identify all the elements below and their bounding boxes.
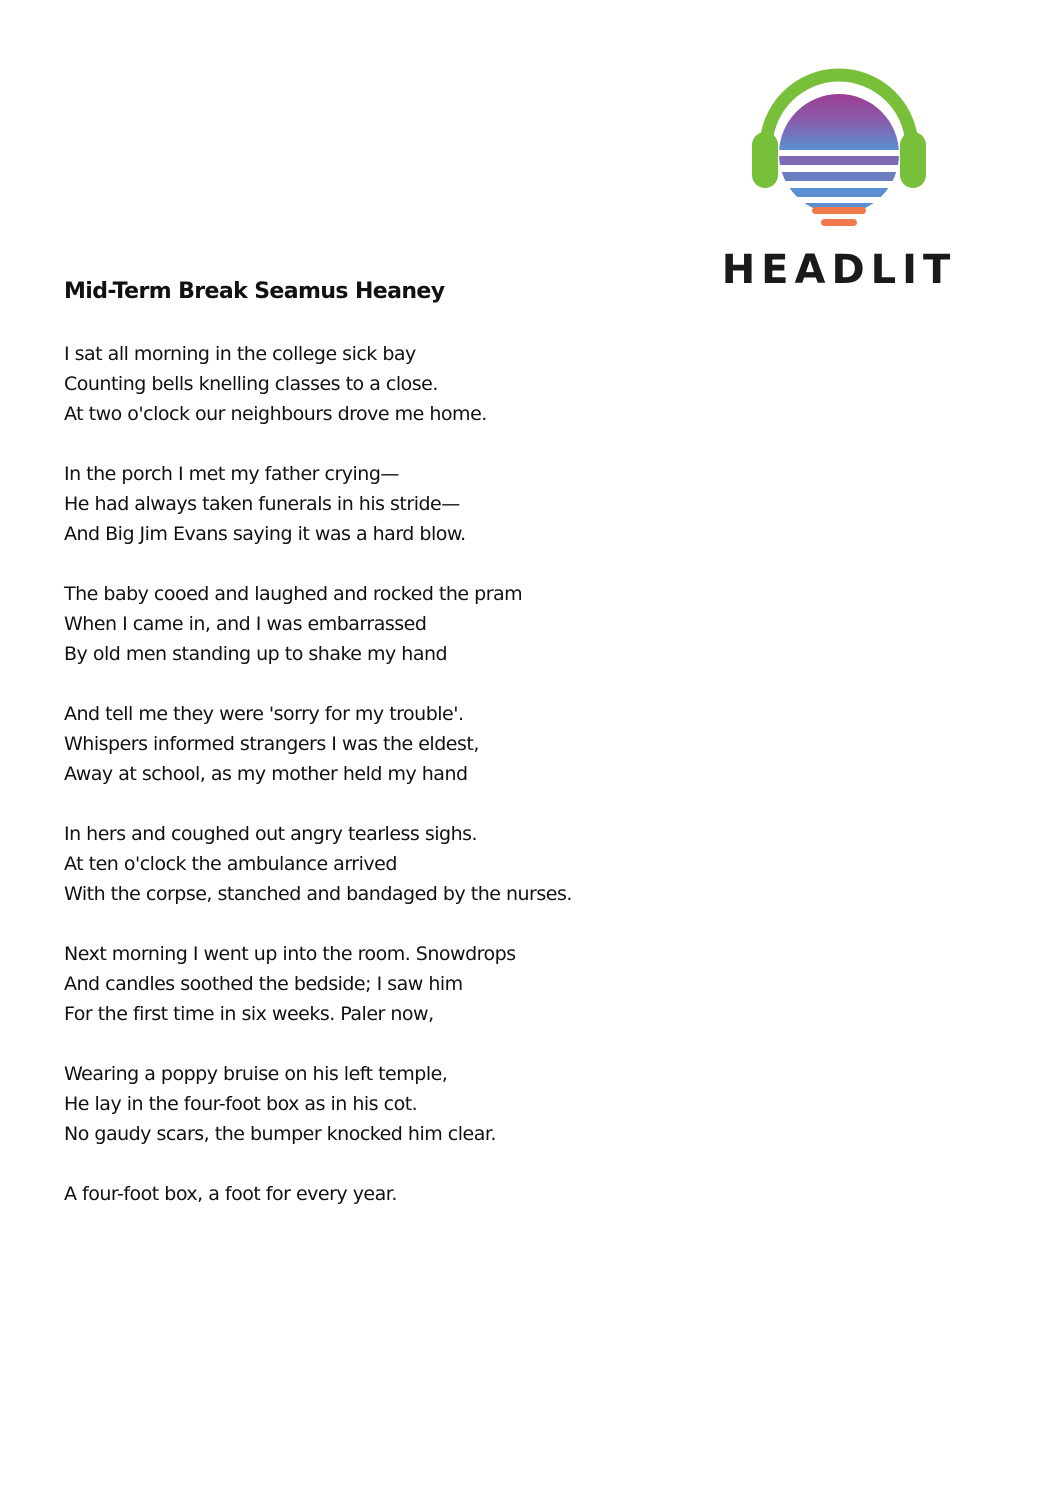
poem-title: Mid-Term Break Seamus Heaney	[64, 279, 445, 304]
headlit-logo	[694, 62, 984, 298]
poem-line: At two o'clock our neighbours drove me home.	[64, 403, 487, 425]
stanza	[64, 579, 704, 669]
logo-wordmark: HEADLIT	[721, 247, 957, 293]
poem-line: Away at school, as my mother held my hand	[64, 763, 468, 785]
headphones-sunset-icon	[750, 62, 928, 232]
stanza	[64, 939, 704, 1029]
poem-line: Counting bells knelling classes to a close.	[64, 373, 438, 395]
stanza	[64, 699, 704, 789]
stanza	[64, 819, 704, 909]
poem-line: When I came in, and I was embarrassed	[64, 613, 427, 635]
poem-line: I sat all morning in the college sick bay	[64, 343, 416, 365]
poem-line: He had always taken funerals in his stride—	[64, 493, 460, 515]
poem-line: For the first time in six weeks. Paler now,	[64, 1003, 434, 1025]
poem-line: By old men standing up to shake my hand	[64, 643, 448, 665]
poem-line: The baby cooed and laughed and rocked the pram	[64, 583, 523, 605]
poem-line: With the corpse, stanched and bandaged by the nurses.	[64, 883, 572, 905]
poem-line: Next morning I went up into the room. Snowdrops	[64, 943, 516, 965]
poem-line: He lay in the four-foot box as in his cot.	[64, 1093, 418, 1115]
poem-body	[64, 339, 704, 1239]
poem-line: No gaudy scars, the bumper knocked him clear.	[64, 1123, 496, 1145]
poem-line: And tell me they were 'sorry for my trouble'.	[64, 703, 464, 725]
stanza	[64, 1059, 704, 1149]
stanza	[64, 339, 704, 429]
poem-line: In the porch I met my father crying—	[64, 463, 399, 485]
poem-line: Wearing a poppy bruise on his left temple,	[64, 1063, 448, 1085]
poem-line: Whispers informed strangers I was the eldest,	[64, 733, 479, 755]
poem-line: In hers and coughed out angry tearless sighs.	[64, 823, 478, 845]
poem-line: A four-foot box, a foot for every year.	[64, 1183, 397, 1205]
stanza	[64, 1179, 704, 1209]
stanza	[64, 459, 704, 549]
poem-line: And Big Jim Evans saying it was a hard blow.	[64, 523, 466, 545]
poem-line: And candles soothed the bedside; I saw him	[64, 973, 463, 995]
poem-line: At ten o'clock the ambulance arrived	[64, 853, 397, 875]
